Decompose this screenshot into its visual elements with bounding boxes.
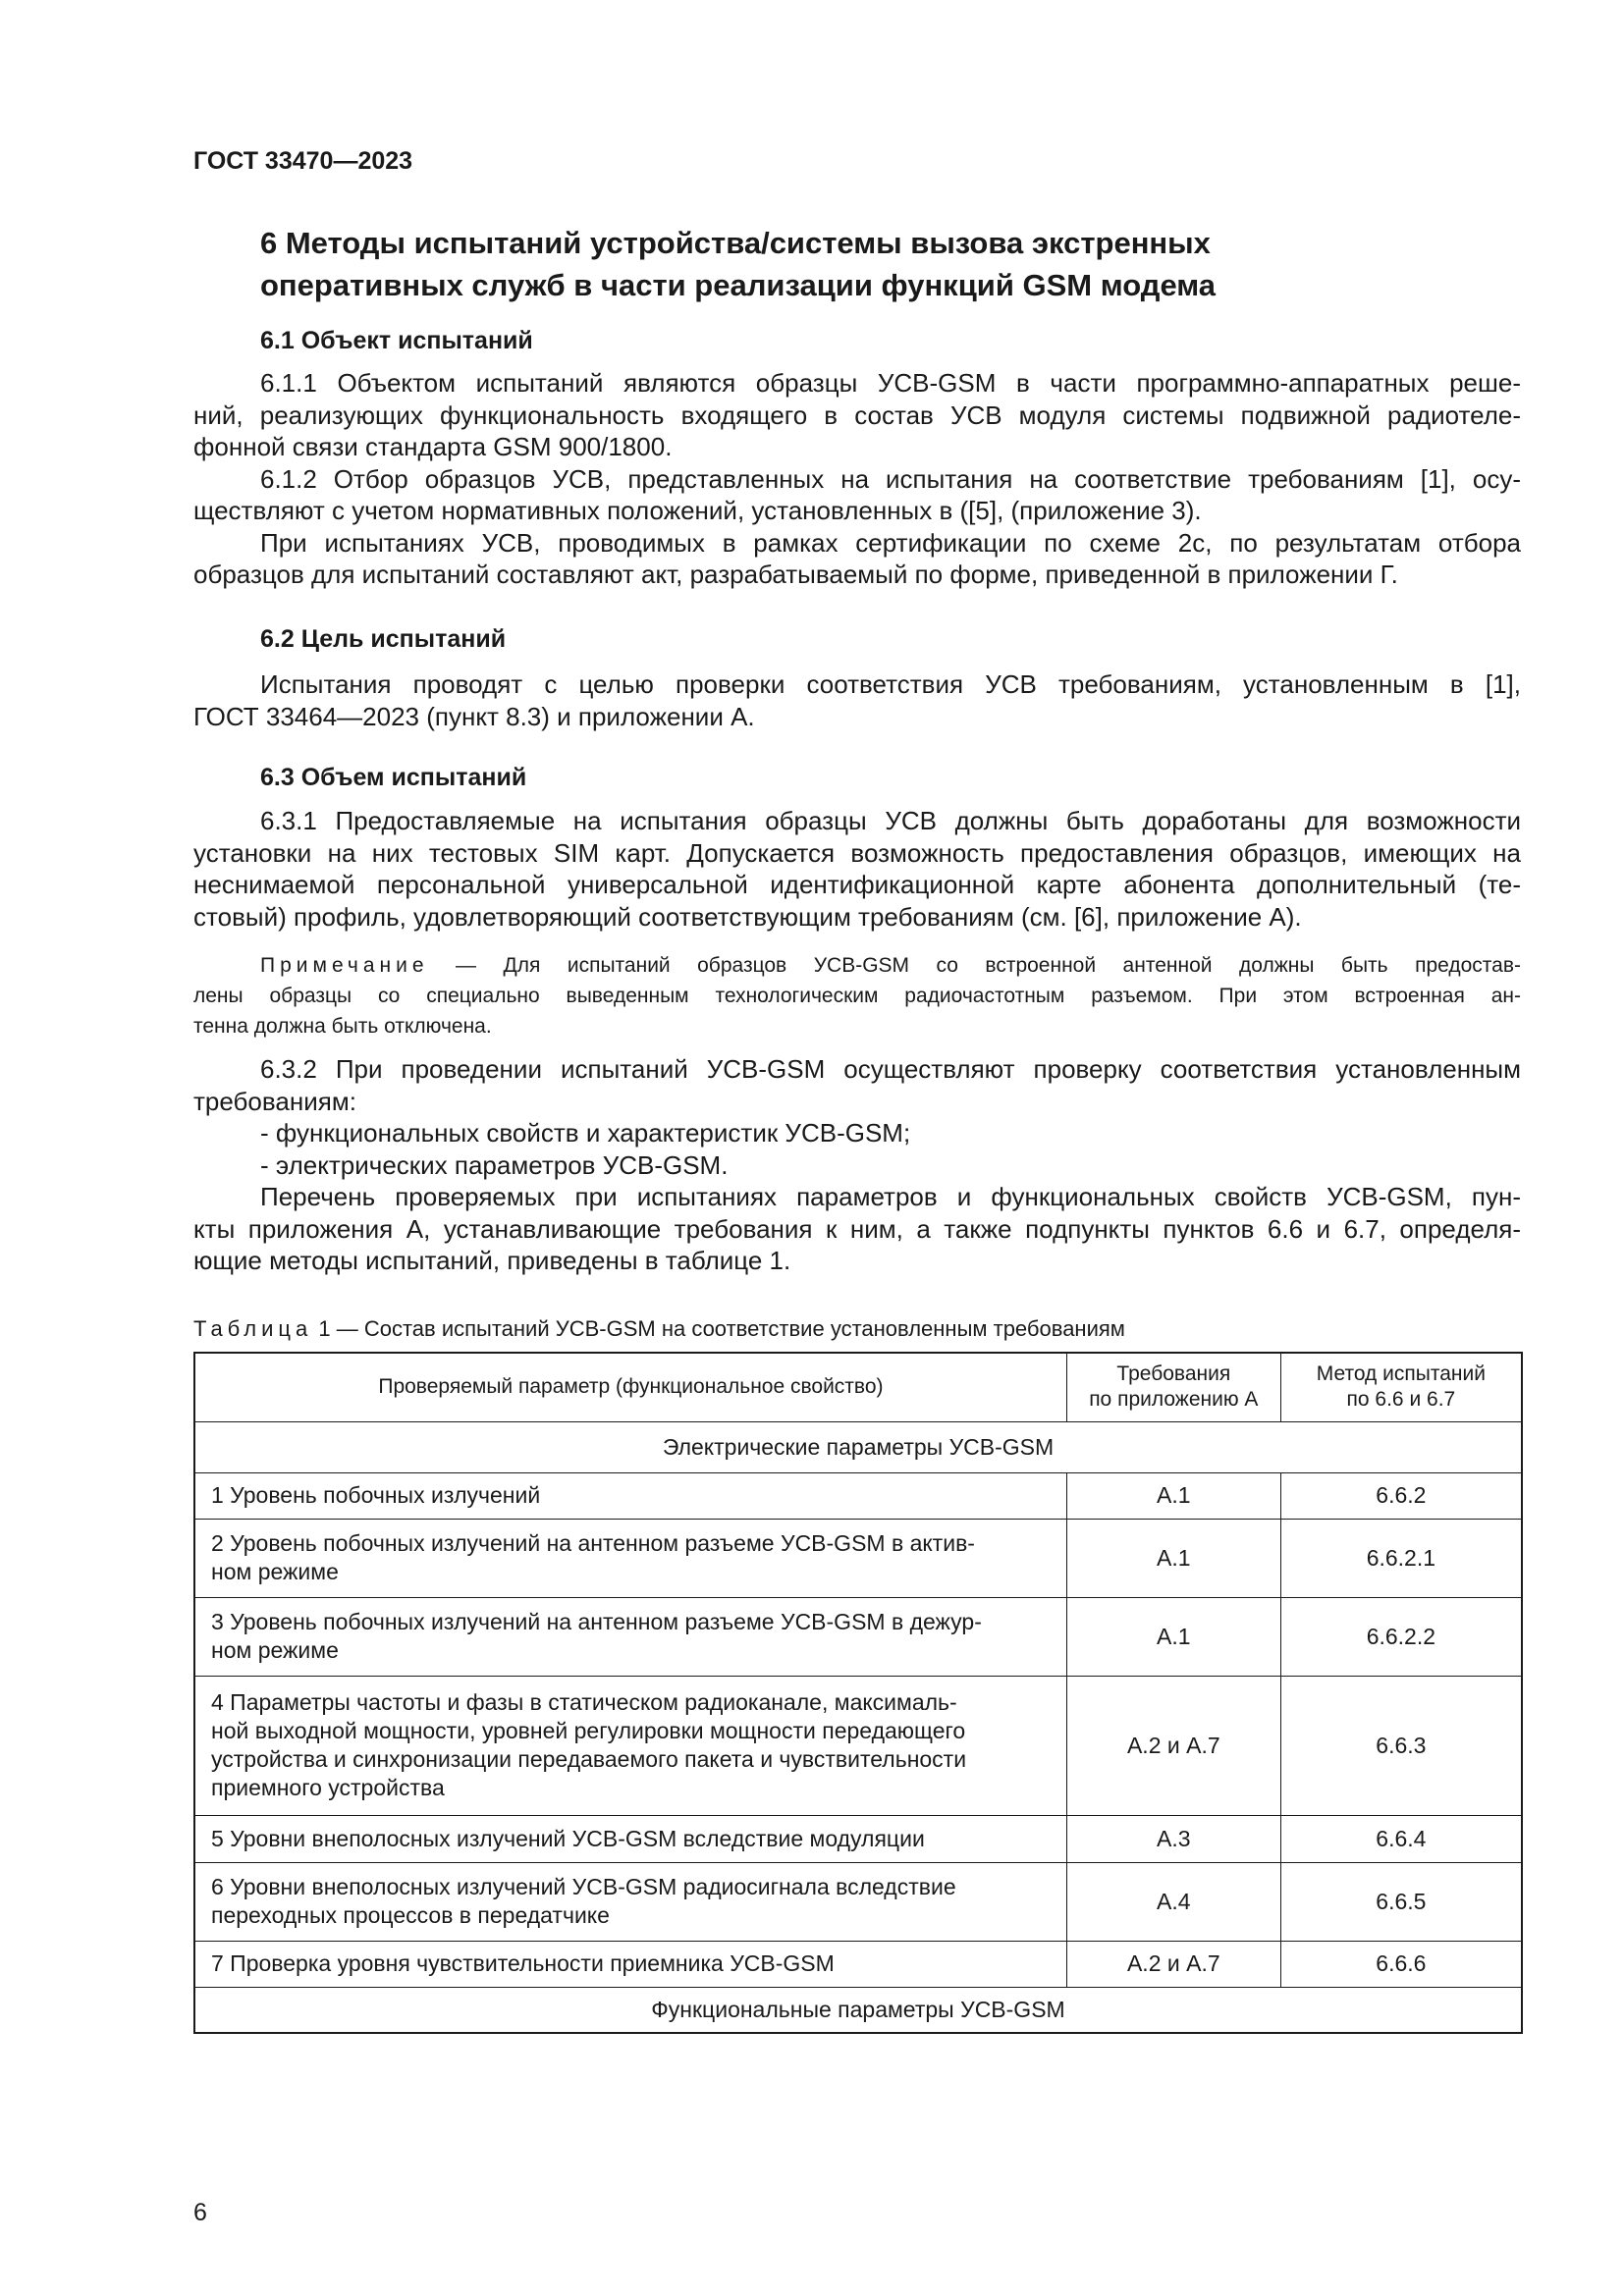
method-cell: 6.6.2.1: [1280, 1519, 1522, 1597]
text-line: требованиям:: [193, 1086, 356, 1116]
parameter-cell: [194, 1941, 1066, 1987]
table-header-row: [194, 1353, 1522, 1421]
parameter-cell: [194, 1676, 1066, 1815]
table-row: [194, 1676, 1522, 1815]
text-line: 6.3.2 При проведении испытаний УСВ-GSM осуществляют проверку соответствия установленным: [260, 1054, 1521, 1084]
section-6-title: [260, 222, 1438, 306]
paragraph-6-1-1: [193, 367, 1521, 591]
section-6-title-line1: 6 Методы испытаний устройства/системы вызова экстренных: [260, 226, 1211, 260]
table-row: [194, 1941, 1522, 1987]
table-caption-text: 1 — Состав испытаний УСВ-GSM на соответствие установленным требованиям: [312, 1316, 1125, 1341]
table-row: [194, 1472, 1522, 1519]
text-line: Перечень проверяемых при испытаниях параметров и функциональных свойств УСВ-GSM, пун-: [260, 1182, 1521, 1211]
text-line: фонной связи стандарта GSM 900/1800.: [193, 432, 673, 461]
requirement-cell: А.2 и А.7: [1066, 1676, 1280, 1815]
method-cell: 6.6.3: [1280, 1676, 1522, 1815]
heading-6-2: 6.2 Цель испытаний: [260, 625, 507, 653]
text-line: стовый) профиль, удовлетворяющий соответствующим требованиям (см. [6], приложение А).: [193, 901, 1302, 932]
text-line: ющие методы испытаний, приведены в таблице 1.: [193, 1246, 791, 1275]
cell-line: приемного устройства: [211, 1775, 445, 1800]
section-functional-label: Функциональные параметры УСВ-GSM: [194, 1987, 1522, 2033]
text-line: При испытаниях УСВ, проводимых в рамках сертификации по схеме 2с, по результатам отбора: [260, 527, 1521, 558]
method-cell: 6.6.6: [1280, 1941, 1522, 1987]
cell-line: ном режиме: [211, 1637, 339, 1663]
heading-6-1: 6.1 Объект испытаний: [260, 327, 533, 354]
cell-line: 1 Уровень побочных излучений: [211, 1482, 541, 1508]
table-row: [194, 1597, 1522, 1676]
note-text: — Для испытаний образцов УСВ-GSM со встроенной антенной должны быть предостав-: [428, 954, 1521, 977]
requirement-cell: А.1: [1066, 1597, 1280, 1676]
heading-6-3: 6.3 Объем испытаний: [260, 764, 527, 791]
parameter-cell: [194, 1472, 1066, 1519]
column-header-method: [1280, 1353, 1522, 1421]
text-line: ГОСТ 33464—2023 (пункт 8.3) и приложении А.: [193, 701, 755, 731]
parameter-cell: [194, 1519, 1066, 1597]
method-cell: 6.6.2: [1280, 1472, 1522, 1519]
requirement-cell: А.2 и А.7: [1066, 1941, 1280, 1987]
cell-line: переходных процессов в передатчике: [211, 1902, 610, 1928]
page-number: 6: [193, 2199, 207, 2226]
note-line: лены образцы со специально выведенным технологическим радиочастотным разъемом. При этом встроенная ан-: [193, 985, 1521, 1007]
cell-line: 2 Уровень побочных излучений на антенном разъеме УСВ-GSM в актив-: [211, 1530, 975, 1556]
paragraph-6-3-2: [193, 1053, 1521, 1277]
text-line: установки на них тестовых SIM карт. Допускается возможность предоставления образцов, имеющих на: [193, 837, 1521, 868]
table-caption-label: Таблица: [193, 1316, 313, 1341]
text-line: ний, реализующих функциональность входящего в состав УСВ модуля системы подвижной радиотеле-: [193, 400, 1521, 430]
table-section-row: [194, 1987, 1522, 2033]
column-header-line: Требования: [1116, 1362, 1231, 1386]
column-header-line: Метод испытаний: [1316, 1362, 1486, 1386]
bullet-item: - функциональных свойств и характеристик УСВ-GSM;: [260, 1118, 911, 1148]
text-line: ществляют с учетом нормативных положений, установленных в ([5], (приложение 3).: [193, 496, 1202, 525]
cell-line: ном режиме: [211, 1559, 339, 1584]
requirement-cell: А.1: [1066, 1519, 1280, 1597]
text-line: 6.1.1 Объектом испытаний являются образцы УСВ-GSM в части программно-аппаратных реше-: [260, 368, 1521, 398]
requirement-cell: А.4: [1066, 1862, 1280, 1941]
table-row: [194, 1862, 1522, 1941]
bullet-item: - электрических параметров УСВ-GSM.: [260, 1149, 729, 1180]
text-line: образцов для испытаний составляют акт, разрабатываемый по форме, приведенной в приложении Г.: [193, 560, 1398, 589]
cell-line: 5 Уровни внеполосных излучений УСВ-GSM вследствие модуляции: [211, 1825, 925, 1851]
parameter-cell: [194, 1597, 1066, 1676]
cell-line: 4 Параметры частоты и фазы в статическом радиоканале, максималь-: [211, 1689, 957, 1715]
table-caption: [193, 1316, 1125, 1342]
cell-line: 6 Уровни внеполосных излучений УСВ-GSM радиосигнала вследствие: [211, 1874, 956, 1899]
section-6-title-line2: оперативных служб в части реализации функций GSM модема: [260, 268, 1217, 302]
column-header-line: по приложению А: [1089, 1388, 1259, 1412]
table-row: [194, 1815, 1522, 1862]
column-header-line: по 6.6 и 6.7: [1346, 1388, 1456, 1412]
document-header: ГОСТ 33470—2023: [193, 147, 413, 175]
method-cell: 6.6.4: [1280, 1815, 1522, 1862]
text-line: Испытания проводят с целью проверки соответствия УСВ требованиям, установленным в [1],: [260, 669, 1521, 699]
requirement-cell: А.1: [1066, 1472, 1280, 1519]
note: [193, 950, 1521, 1041]
note-label: Примечание: [260, 954, 429, 977]
text-line: 6.1.2 Отбор образцов УСВ, представленных на испытания на соответствие требованиям [1], осу-: [260, 463, 1521, 494]
table-row: [194, 1519, 1522, 1597]
method-cell: 6.6.2.2: [1280, 1597, 1522, 1676]
method-cell: 6.6.5: [1280, 1862, 1522, 1941]
paragraph-6-3-1: [193, 805, 1521, 933]
column-header-requirements: [1066, 1353, 1280, 1421]
parameter-cell: [194, 1815, 1066, 1862]
text-line: 6.3.1 Предоставляемые на испытания образцы УСВ должны быть доработаны для возможности: [260, 806, 1521, 835]
requirements-table: [193, 1352, 1523, 2034]
cell-line: 3 Уровень побочных излучений на антенном разъеме УСВ-GSM в дежур-: [211, 1609, 982, 1634]
parameter-cell: [194, 1862, 1066, 1941]
text-line: кты приложения А, устанавливающие требования к ним, а также подпункты пунктов 6.6 и 6.7, определя-: [193, 1213, 1521, 1244]
table-section-row: [194, 1421, 1522, 1472]
note-line: тенна должна быть отключена.: [193, 1015, 492, 1038]
requirement-cell: А.3: [1066, 1815, 1280, 1862]
cell-line: устройства и синхронизации передаваемого пакета и чувствительности: [211, 1746, 967, 1772]
text-line: неснимаемой персональной универсальной идентификационной карте абонента дополнительный (те-: [193, 870, 1521, 899]
cell-line: 7 Проверка уровня чувствительности приемника УСВ-GSM: [211, 1950, 835, 1976]
section-electric-label: Электрические параметры УСВ-GSM: [194, 1421, 1522, 1472]
note-line: [193, 950, 1521, 981]
paragraph-6-2: [193, 668, 1521, 732]
cell-line: ной выходной мощности, уровней регулировки мощности передающего: [211, 1718, 966, 1743]
column-header-parameter: Проверяемый параметр (функциональное свойство): [194, 1353, 1066, 1421]
